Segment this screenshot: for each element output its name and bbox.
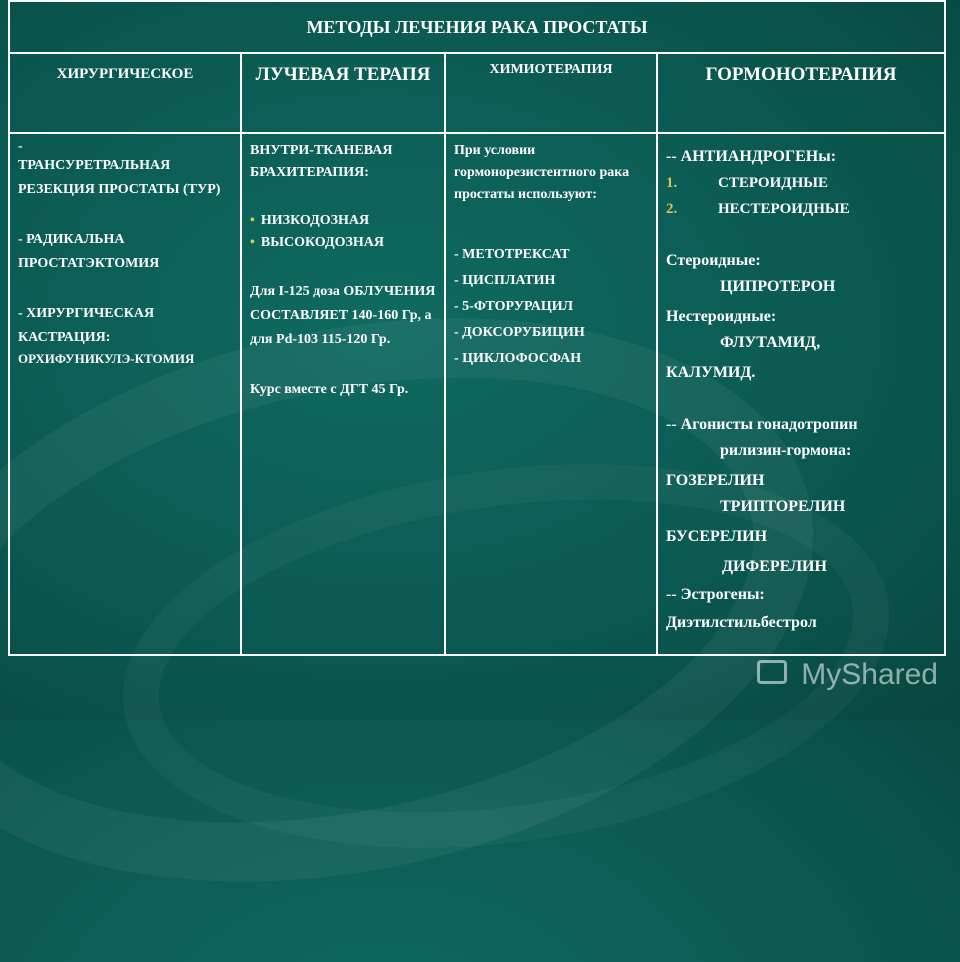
- radiation-bullet-low: • НИЗКОДОЗНАЯ: [250, 210, 438, 232]
- estrogen-drug: Диэтилстильбестрол: [666, 614, 817, 631]
- header-hormone-therapy: ГОРМОНОТЕРАПИЯ: [657, 53, 945, 133]
- nonsteroid-drug: ФЛУТАМИД,: [720, 334, 821, 351]
- surgical-cell: [9, 133, 241, 655]
- nonsteroid-label: Нестероидные:: [666, 308, 777, 325]
- hormone-type-label: НЕСТЕРОИДНЫЕ: [718, 201, 850, 217]
- surgical-item-tur: ТРАНСУРЕТРАЛЬНАЯ РЕЗЕКЦИЯ ПРОСТАТЫ (ТУР): [18, 158, 221, 197]
- radiation-bullet-high: • ВЫСОКОДОЗНАЯ: [250, 232, 438, 254]
- steroid-label: Стероидные:: [666, 252, 761, 269]
- agonist-drug: БУСЕРЕЛИН: [666, 528, 768, 545]
- chemotherapy-cell: [445, 133, 657, 655]
- steroid-drug: ЦИПРОТЕРОН: [720, 278, 836, 295]
- table-title: МЕТОДЫ ЛЕЧЕНИЯ РАКА ПРОСТАТЫ: [9, 1, 945, 53]
- chemo-drug: - ДОКСОРУБИЦИН: [454, 325, 585, 340]
- estrogens-label: -- Эстрогены:: [666, 586, 765, 603]
- chemo-drug: - ЦИКЛОФОСФАН: [454, 351, 582, 366]
- header-chemotherapy: ХИМИОТЕРАПИЯ: [445, 53, 657, 133]
- radiation-heading: ВНУТРИ-ТКАНЕВАЯ БРАХИТЕРАПИЯ:: [250, 143, 393, 180]
- surgical-dash: -: [18, 139, 23, 154]
- chemo-intro: При условии гормонорезистентного рака простаты используют:: [454, 143, 630, 202]
- treatment-methods-table: [8, 0, 946, 656]
- chemo-drug: - ЦИСПЛАТИН: [454, 273, 556, 288]
- hormone-type-label: СТЕРОИДНЫЕ: [718, 175, 828, 191]
- surgical-item-prostatectomy: - РАДИКАЛЬНА ПРОСТАТЭКТОМИЯ: [18, 232, 160, 271]
- header-surgical: ХИРУРГИЧЕСКОЕ: [9, 53, 241, 133]
- header-radiation: ЛУЧЕВАЯ ТЕРАПЯ: [241, 53, 445, 133]
- hormone-type-row: [666, 196, 938, 222]
- nonsteroid-drug-2: КАЛУМИД.: [666, 364, 756, 381]
- hormone-type-row: [666, 170, 938, 196]
- chemo-drug: - МЕТОТРЕКСАТ: [454, 247, 570, 262]
- radiation-course-text: Курс вместе с ДГТ 45 Гр.: [250, 382, 409, 397]
- watermark-text: MyShared: [801, 658, 938, 691]
- agonists-label: -- Агонисты гонадотропин: [666, 416, 858, 433]
- chart-icon: [757, 660, 793, 690]
- surgical-item-castration: - ХИРУРГИЧЕСКАЯ КАСТРАЦИЯ:: [18, 306, 155, 345]
- agonist-drug: ГОЗЕРЕЛИН: [666, 472, 765, 489]
- radiation-cell: [241, 133, 445, 655]
- chemo-drug-list: [454, 242, 650, 372]
- surgical-item-orchifuniculectomy: ОРХИФУНИКУЛЭ-КТОМИЯ: [18, 351, 195, 366]
- agonist-drug: ДИФЕРЕЛИН: [722, 558, 827, 575]
- chemo-drug: - 5-ФТОРУРАЦИЛ: [454, 299, 574, 314]
- hormone-antiandrogens: -- АНТИАНДРОГЕНы:: [666, 148, 837, 165]
- watermark-logo: [757, 658, 938, 692]
- list-number: 2.: [666, 201, 678, 217]
- radiation-dose-text: Для I-125 доза ОБЛУЧЕНИЯ СОСТАВЛЯЕТ 140-160 Гр, а для Pd-103 115-120 Гр.: [250, 284, 436, 347]
- agonist-drug: ТРИПТОРЕЛИН: [720, 498, 846, 515]
- hormone-therapy-cell: [657, 133, 945, 655]
- agonists-label-2: рилизин-гормона:: [720, 442, 852, 459]
- list-number: 1.: [666, 175, 678, 191]
